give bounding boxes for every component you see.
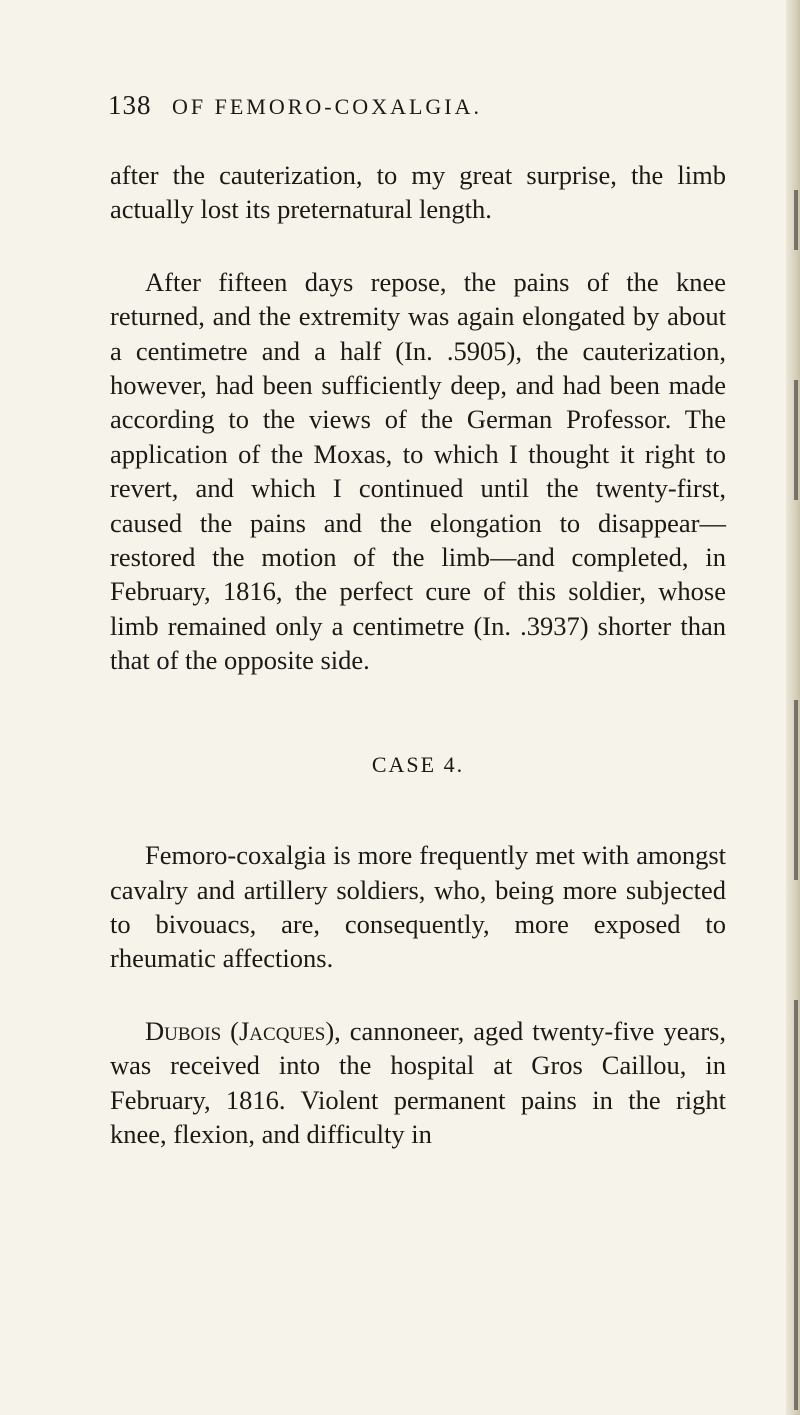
paragraph: Femoro-coxalgia is more frequently met with amongst cavalry and artillery soldiers, who, being more subjected to bivouacs, are, consequently, more exposed to rheumatic affections. bbox=[110, 840, 726, 974]
paragraph: after the cauterization, to my great surprise, the limb actually lost its preternatural length. bbox=[110, 160, 726, 225]
patient-given-name: (Jacques), bbox=[230, 1015, 341, 1046]
scan-streak bbox=[794, 190, 798, 250]
scan-streak bbox=[794, 700, 798, 880]
paragraph bbox=[110, 1014, 726, 1152]
page-header bbox=[108, 90, 728, 130]
scan-streak bbox=[794, 1000, 798, 1410]
paragraph-text: cannoneer, aged twenty-five years, was received into the hospital at Gros Caillou, in February, 1816. Violent permanent pains in the right knee, flexion, and difficulty in bbox=[110, 1015, 726, 1149]
scan-streak bbox=[794, 380, 798, 500]
page-edge-shadow bbox=[786, 0, 800, 1415]
running-head: OF FEMORO-COXALGIA. bbox=[172, 94, 483, 119]
page-number: 138 bbox=[108, 90, 152, 120]
paragraph: After fifteen days repose, the pains of the knee returned, and the extremity was again elongated by about a centimetre and a half (In. .5905), the cauterization, however, had been sufficiently deep, and had been made according to the views of the German Professor. The application of the Moxas, to which I thought it right to revert, and which I continued until the twenty-first, caused the pains and the elongation to disappear—restored the motion of the limb—and completed, in February, 1816, the perfect cure of this soldier, whose limb remained only a centimetre (In. .3937) shorter than that of the opposite side. bbox=[110, 266, 726, 676]
body-text bbox=[110, 158, 726, 1151]
case-heading: CASE 4. bbox=[371, 751, 465, 777]
patient-surname: Dubois bbox=[145, 1015, 222, 1046]
